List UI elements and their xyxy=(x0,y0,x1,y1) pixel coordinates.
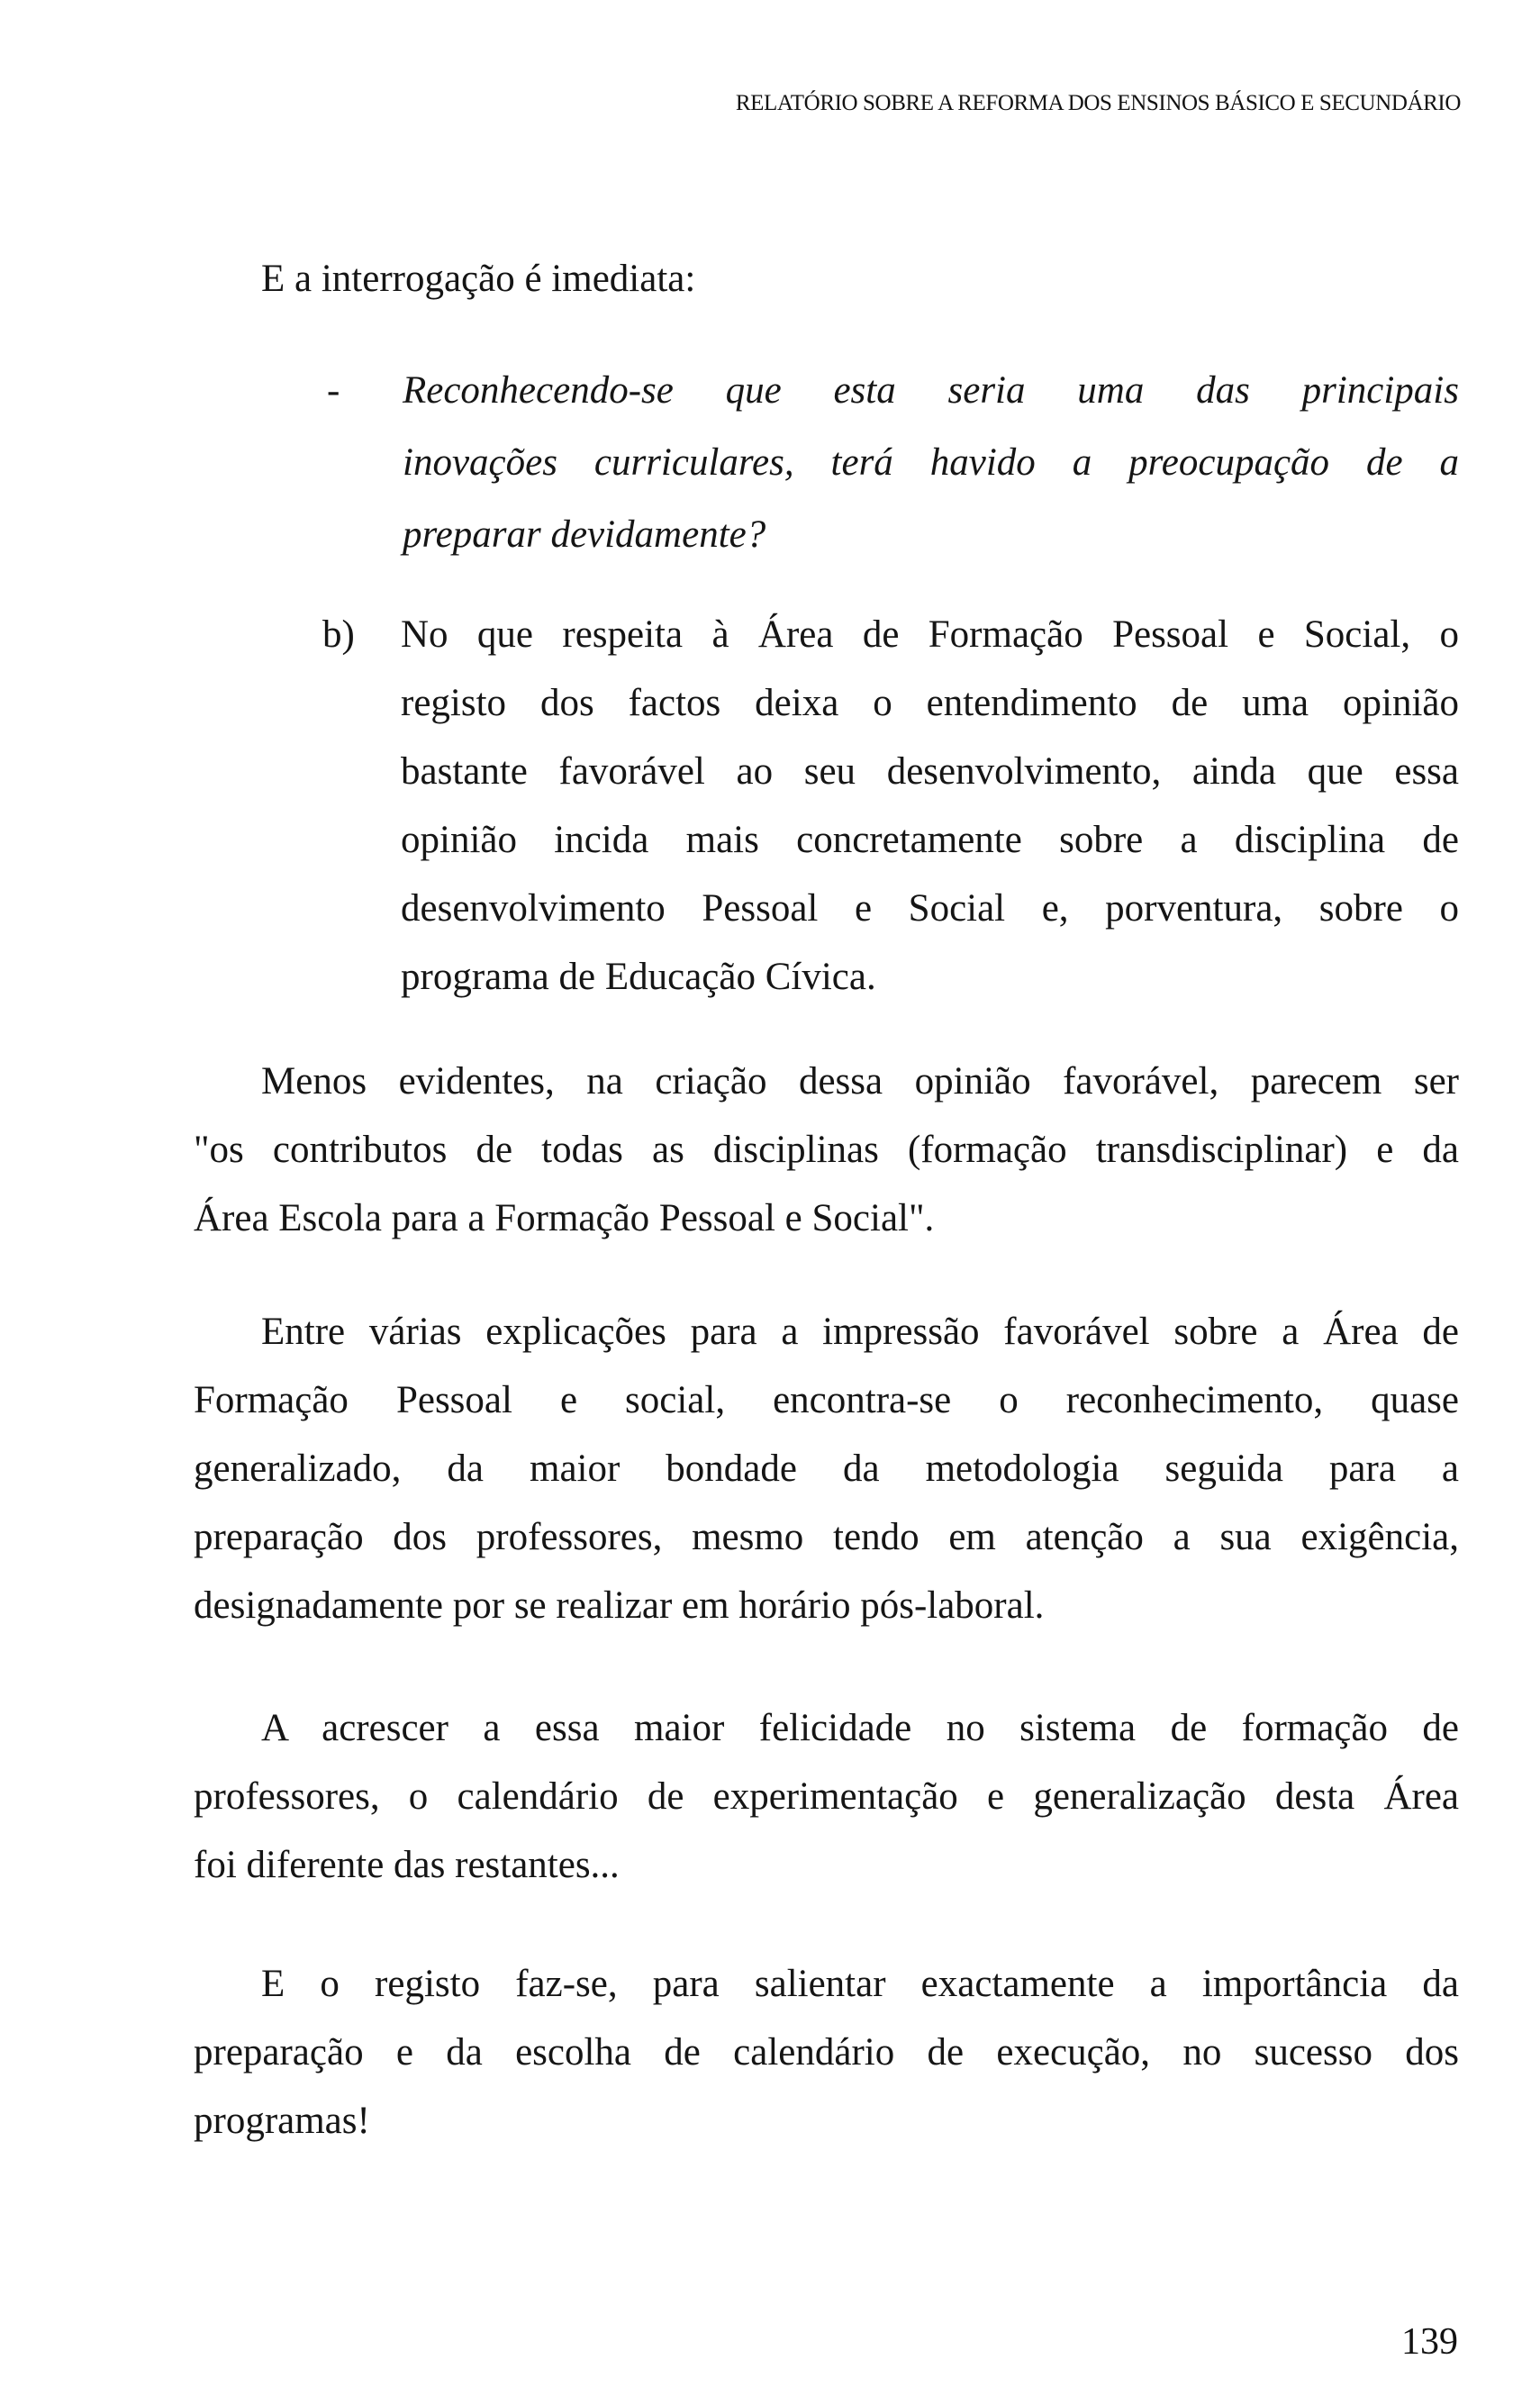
running-header: RELATÓRIO SOBRE A REFORMA DOS ENSINOS BÁSICO E SECUNDÁRIO xyxy=(735,91,1461,115)
paragraph-menos-evidentes xyxy=(194,1048,1459,1253)
text-line: No que respeita à Área de Formação Pessoal e Social, o xyxy=(401,613,1459,656)
page-number: 139 xyxy=(1401,2321,1458,2363)
text-line: Menos evidentes, na criação dessa opinião favorável, parecem ser xyxy=(261,1060,1459,1103)
text-line: foi diferente das restantes... xyxy=(194,1844,620,1886)
b-list-marker: b) xyxy=(322,613,355,656)
text-line: A acrescer a essa maior felicidade no sistema de formação de xyxy=(261,1707,1459,1749)
text-line: preparar devidamente? xyxy=(403,513,766,556)
text-line: registo dos factos deixa o entendimento de uma opinião xyxy=(401,682,1459,724)
text-line: preparação e da escolha de calendário de execução, no sucesso dos xyxy=(194,2031,1459,2074)
text-line: professores, o calendário de experimentação e generalização desta Área xyxy=(194,1775,1459,1818)
text-line: designadamente por se realizar em horário pós-laboral. xyxy=(194,1584,1045,1627)
body-text xyxy=(194,245,1459,2155)
text-line: inovações curriculares, terá havido a preocupação de a xyxy=(403,441,1459,484)
text-line: preparação dos professores, mesmo tendo em atenção a sua exigência, xyxy=(194,1516,1459,1558)
text-line: Reconhecendo-se que esta seria uma das principais xyxy=(403,369,1459,412)
text-line: E o registo faz-se, para salientar exactamente a importância da xyxy=(261,1963,1459,2005)
text-line: Área Escola para a Formação Pessoal e Social". xyxy=(194,1197,935,1239)
dash-list-marker: - xyxy=(327,369,340,412)
text-line: "os contributos de todas as disciplinas (formação transdisciplinar) e da xyxy=(194,1129,1459,1171)
text-line: E a interrogação é imediata: xyxy=(261,258,696,300)
text-line: opinião incida mais concretamente sobre a disciplina de xyxy=(401,819,1459,861)
text-line: generalizado, da maior bondade da metodologia seguida para a xyxy=(194,1448,1459,1490)
text-line: programa de Educação Cívica. xyxy=(401,956,876,998)
paragraph-e-o-registo xyxy=(194,1950,1459,2155)
text-line: desenvolvimento Pessoal e Social e, porventura, sobre o xyxy=(401,887,1459,930)
text-line: Formação Pessoal e social, encontra-se o reconhecimento, quase xyxy=(194,1379,1459,1421)
paragraph-a-acrescer xyxy=(194,1694,1459,1900)
quote-list-item xyxy=(194,355,1459,571)
paragraph-intro xyxy=(194,245,1459,313)
text-line: programas! xyxy=(194,2100,370,2142)
list-item-b xyxy=(194,601,1459,1012)
text-line: bastante favorável ao seu desenvolvimento, ainda que essa xyxy=(401,750,1459,793)
text-line: Entre várias explicações para a impressão favorável sobre a Área de xyxy=(261,1311,1459,1353)
paragraph-entre-varias xyxy=(194,1298,1459,1640)
